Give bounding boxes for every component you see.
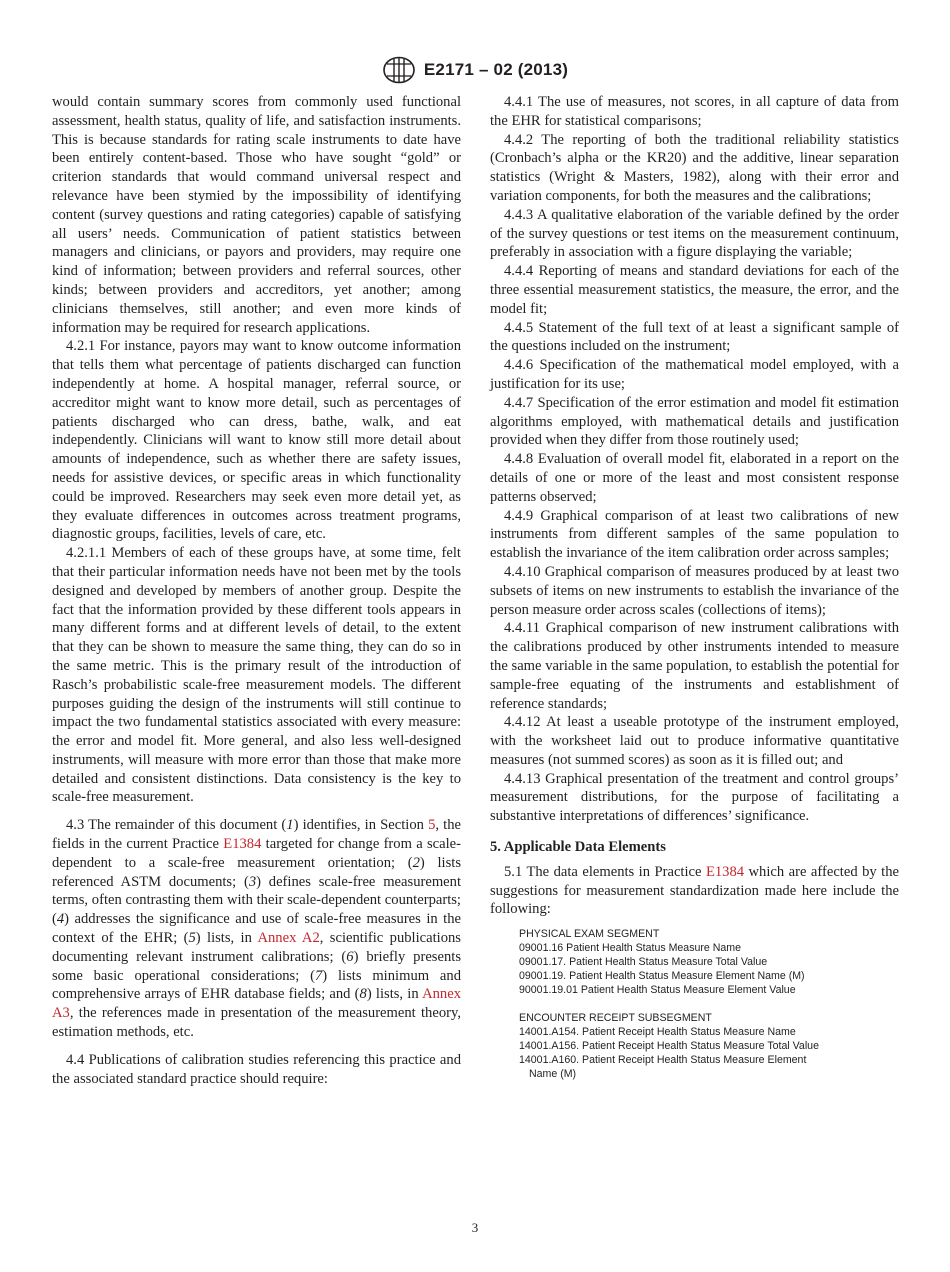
item-4-4-9: 4.4.9 Graphical comparison of at least two calibrations of new instruments from different samples of the same population to establish the invariance of the item calibration order across samples;: [490, 507, 899, 562]
item-4-4-4: 4.4.4 Reporting of means and standard deviations for each of the three essential measurement statistics, the measure, the error, and the model fit;: [490, 263, 899, 317]
segment-line: 14001.A156. Patient Receipt Health Status Measure Total Value: [519, 1040, 819, 1053]
item-4-4-8: 4.4.8 Evaluation of overall model fit, elaborated in a report on the details of one or more of the least and most consistent response patterns observed;: [490, 451, 899, 505]
encounter-receipt-subsegment: [519, 1011, 899, 1081]
item-4-4-10: 4.4.10 Graphical comparison of measures produced by at least two subsets of items on new instruments to establish the invariance of the person measure order across scales (collections of items);: [490, 563, 899, 618]
item-4-4-13: 4.4.13 Graphical presentation of the treatment and control groups’ measurement distributions, for the purpose of facilitating a substantive interpretations of differences’ significance.: [490, 770, 899, 825]
e1384-link-2[interactable]: E1384: [705, 863, 745, 880]
segment-title: ENCOUNTER RECEIPT SUBSEGMENT: [519, 1012, 712, 1025]
page-number: 3: [471, 1220, 479, 1235]
paragraph-4-2-1-1: 4.2.1.1 Members of each of these groups have, at some time, felt that their particular information needs have not been met by the tools designed and developed by members of another group. Despite the fact that the information provided by these different tools appears in many different forms and at different levels of detail, to the extent that they can be shown to measure the same thing, they can do so in the same metric. This is the primary result of the introduction of Rasch’s probabilistic scale-free measurement models. The different purposes guiding the design of the instruments will still continue to impact the two fundamental statistics associated with every measure: the error and model fit. More general, and also less well-designed instruments, will measure with more error than those that make more detailed and consistent distinctions. Data consistency is the key to scale-free measurement.: [52, 545, 461, 806]
item-4-4-2: 4.4.2 The reporting of both the traditional reliability statistics (Cronbach’s alpha or the KR20) and the additive, linear separation statistics (Wright & Masters, 1982), along with their error and variation components, for both the measures and the calibrations;: [490, 131, 899, 204]
segment-line: 09001.16 Patient Health Status Measure Name: [519, 942, 742, 955]
segment-line: 09001.17. Patient Health Status Measure Total Value: [519, 956, 768, 969]
item-4-4-12: 4.4.12 At least a useable prototype of the instrument employed, with the worksheet laid out to produce informative quantitative measures (not summed scores) as soon as it is filled out; and: [490, 714, 899, 768]
left-column: [52, 93, 461, 1088]
paragraph-5-1: 5.1 The data elements in Practice E1384 which are affected by the suggestions for measurement standardization made here include the following:: [490, 863, 899, 918]
item-4-4-11: 4.4.11 Graphical comparison of new instrument calibrations with the calibrations produced by other instruments intended to measure the same variable in the same population, to establish the potential for sample-free equating of the instruments and establishment of reference standards;: [490, 620, 899, 712]
page-header: [0, 56, 950, 84]
segment-line: 14001.A154. Patient Receipt Health Status Measure Name: [519, 1026, 796, 1039]
e1384-link[interactable]: E1384: [223, 836, 262, 853]
item-4-4-5: 4.4.5 Statement of the full text of at least a significant sample of the questions included on the instrument;: [490, 319, 899, 355]
physical-exam-segment: [519, 927, 899, 997]
annex-a3-link[interactable]: Annex A3: [52, 986, 461, 1022]
paragraph-4-3: 4.3 The remainder of this document (1) identifies, in Section 5, the fields in the current Practice E1384 targeted for change from a scale-dependent to a scale-free measurement orientation; (2) lists referenced ASTM documents; (3) defines scale-free measurement terms, often contrasting them with their scale-dependent counterparts; (4) addresses the significance and use of scale-free measures in the context of the EHR; (5) lists, in Annex A2, scientific publications documenting relevant instrument calibrations; (6) briefly presents some basic operational considerations; (7) lists minimum and comprehensive arrays of EHR database fields; and (8) lists, in Annex A3, the references made in presentation of the measurement theory, estimation methods, etc.: [52, 817, 462, 1041]
document-id: E2171 – 02 (2013): [423, 60, 569, 79]
segment-line: 90001.19.01 Patient Health Status Measure Element Value: [519, 984, 796, 997]
annex-a2-link[interactable]: Annex A2: [257, 930, 320, 947]
paragraph-4-2-1: 4.2.1 For instance, payors may want to know outcome information that tells them what percentage of patients discharged can function independently at home. A hospital manager, referral source, or accreditor might want to know more detail, such as percentages of patients discharged who can dress, bathe, walk, and eat independently. Clinicians will want to know still more detail about amounts of independence, such as whether there are safety issues, needs for assistive devices, or specific areas in which functionality could be improved. Researchers may seek even more detail yet, as they evaluate differences in outcomes across treatment programs, diagnostic groups, facilities, levels of care, etc.: [52, 338, 461, 543]
right-column: [490, 93, 899, 1081]
segment-line: 09001.19. Patient Health Status Measure Element Name (M): [519, 970, 805, 983]
item-4-4-3: 4.4.3 A qualitative elaboration of the variable defined by the order of the survey questions or test items on the measurement continuum, preferably in association with a figure displaying the variable;: [490, 206, 899, 261]
item-4-4-1: 4.4.1 The use of measures, not scores, in all capture of data from the EHR for statistical comparisons;: [490, 94, 899, 129]
section-5-heading: 5. Applicable Data Elements: [490, 839, 666, 856]
item-4-4-6: 4.4.6 Specification of the mathematical model employed, with a justification for its use;: [490, 357, 899, 392]
segment-title: PHYSICAL EXAM SEGMENT: [519, 928, 660, 941]
item-4-4-7: 4.4.7 Specification of the error estimation and model fit estimation algorithms employed, with mathematical details and justification provided when they differ from those routinely used;: [490, 394, 899, 449]
paragraph-continuation: would contain summary scores from commonly used functional assessment, health status, quality of life, and satisfaction instruments. This is because standards for rating scale instruments to date have been entirely content-based. Those who have sought “gold” or criterion standards that would command universal respect and relevance have been stymied by the impossibility of identifying content (survey questions and rating categories) capable of satisfying all users’ needs. Communication of patient statistics between managers and clinicians, or payors and providers, may require one kind of information; between providers and referral sources, other kinds; between providers and accreditors, yet another; among clinicians themselves, still another; and even more kinds of information may be required for research applications.: [52, 94, 461, 336]
segment-line: 14001.A160. Patient Receipt Health Status Measure Element: [519, 1054, 807, 1067]
section-5-link[interactable]: 5: [428, 817, 436, 834]
astm-logo-icon: [382, 56, 416, 84]
segment-line-continuation: Name (M): [529, 1068, 577, 1081]
paragraph-4-4: 4.4 Publications of calibration studies referencing this practice and the associated standard practice should require:: [52, 1051, 461, 1087]
